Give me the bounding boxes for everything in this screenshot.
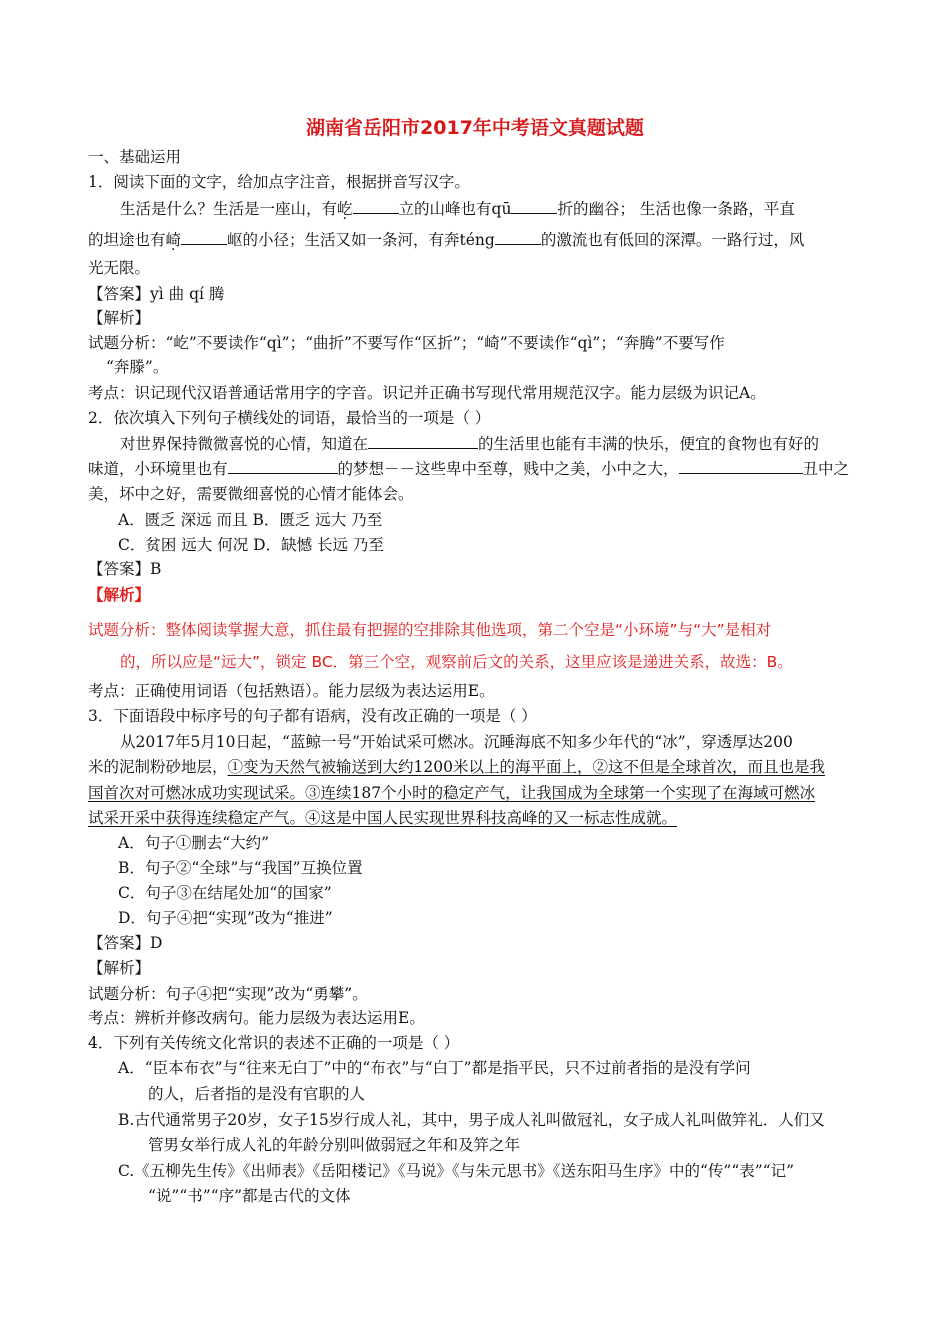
q2-text-2a: 味道，小环境里也有 [88, 460, 228, 478]
q1-passage-line2 [88, 229, 804, 251]
q1-text-2d: 的激流也有低回的深潭。一路行过，风 [540, 231, 805, 249]
q2-passage-line2 [88, 458, 849, 480]
q1-dotted-char-2: 崎 [165, 231, 182, 249]
q3-option-b: B．句子②“全球”与“我国”互换位置 [118, 859, 363, 877]
q1-point: 考点：识记现代汉语普通话常用字的字音。识记并正确书写现代常用规范汉字。能力层级为识记A。 [88, 384, 766, 402]
q3-analysis-heading: 【解析】 [88, 959, 151, 977]
q1-blank-3[interactable] [181, 229, 227, 245]
q3-passage-line3: 国首次对可燃冰成功实现试采。③连续187个小时的稳定产气，让我国成为全球第一个实现了在海域可燃冰 [88, 784, 816, 802]
q3-passage-line1: 从2017年5月10日起，“蓝鲸一号”开始试采可燃冰。沉睡海底不知多少年代的“冰”，穿透厚达200 [120, 733, 793, 751]
q2-text-1b: 的生活里也能有丰满的快乐，便宜的食物也有好的 [478, 435, 820, 453]
q2-stem: 2．依次填入下列句子横线处的词语，最恰当的一项是（ ） [88, 409, 491, 427]
q1-analysis-line1: 试题分析：“屹”不要读作“qì”；“曲折”不要写作“区折”；“崎”不要读作“qì”；“奔腾”不要写作 [88, 334, 725, 352]
q2-passage-line1 [120, 433, 819, 455]
q3-underlined-2b: ①变为天然气被输送到大约1200米以上的海平面上，②这不但是全球首次，而且也是我 [227, 758, 825, 776]
q4-option-c-line1: C.《五柳先生传》《出师表》《岳阳楼记》《马说》《与朱元思书》《送东阳马生序》中的“传”“表”“记” [118, 1162, 795, 1180]
q3-passage-line2 [88, 756, 825, 778]
q2-options-ab: A．匮乏 深远 而且 B．匮乏 远大 乃至 [118, 511, 383, 529]
q2-blank-1[interactable] [368, 433, 478, 449]
page-title: 湖南省岳阳市2017年中考语文真题试题 [306, 117, 644, 139]
q2-text-1a: 对世界保持微微喜悦的心情，知道在 [120, 435, 369, 453]
q3-analysis-line1: 试题分析：句子④把“实现”改为“勇攀”。 [88, 985, 368, 1003]
q2-blank-3[interactable] [679, 458, 803, 474]
q3-option-a: A．句子①删去“大约” [118, 834, 270, 852]
q1-blank-1[interactable] [353, 198, 399, 214]
q1-text-1a: 生活是什么？生活是一座山，有 [120, 200, 338, 218]
q1-text-2a: 的坦途也有 [88, 231, 166, 249]
q2-analysis-line1: 试题分析：整体阅读掌握大意，抓住最有把握的空排除其他选项，第二个空是“小环境”与“大”是相对 [88, 621, 772, 639]
q1-dotted-char-1: 屹 [337, 200, 353, 218]
q1-passage-line1 [120, 198, 795, 220]
q4-stem: 4．下列有关传统文化常识的表述不正确的一项是（ ） [88, 1034, 460, 1052]
q1-analysis-heading: 【解析】 [88, 309, 151, 327]
q2-answer: 【答案】B [88, 560, 162, 578]
q3-text-2a: 米的泥制粉砂地层， [88, 758, 228, 776]
q1-text-1c: 立的山峰也有qū [398, 200, 512, 218]
q4-option-c-line2: “说”“书”“序”都是古代的文体 [148, 1187, 351, 1205]
q1-blank-2[interactable] [511, 198, 557, 214]
q2-text-2b: 的梦想－－这些卑中至尊，贱中之美，小中之大， [337, 460, 679, 478]
q3-option-d: D．句子④把“实现”改为“推进” [118, 909, 333, 927]
q2-options-cd: C．贫困 远大 何况 D．缺憾 长远 乃至 [118, 536, 384, 554]
q1-blank-4[interactable] [495, 229, 541, 245]
q1-stem: 1．阅读下面的文字，给加点字注音，根据拼音写汉字。 [88, 173, 470, 191]
q2-analysis-line2: 的，所以应是“远大”，锁定 BC．第三个空，观察前后文的关系，这里应该是递进关系，故选：B。 [120, 653, 793, 671]
q2-analysis-heading: 【解析】 [88, 586, 151, 604]
q4-option-a-line2: 的人，后者指的是没有官职的人 [148, 1085, 366, 1103]
q3-stem: 3．下面语段中标序号的句子都有语病，没有改正确的一项是（ ） [88, 707, 537, 725]
q1-text-1d: 折的幽谷； 生活也像一条路，平直 [557, 200, 795, 218]
q2-point: 考点：正确使用词语（包括熟语）。能力层级为表达运用E。 [88, 682, 495, 700]
q2-passage-line3: 美，坏中之好，需要微细喜悦的心情才能体会。 [88, 485, 414, 503]
q3-answer: 【答案】D [88, 934, 163, 952]
q1-answer: 【答案】yì 曲 qí 腾 [88, 285, 225, 303]
q2-blank-2[interactable] [228, 458, 338, 474]
q3-passage-line4: 试采开采中获得连续稳定产气。④这是中国人民实现世界科技高峰的又一标志性成就。 [88, 809, 678, 827]
q4-option-a-line1: A．“臣本布衣”与“往来无白丁”中的“布衣”与“白丁”都是指平民，只不过前者指的是没有学问 [118, 1059, 751, 1077]
q1-text-2c: 岖的小径；生活又如一条河，有奔téng [227, 231, 495, 249]
q4-option-b-line1: B.古代通常男子20岁，女子15岁行成人礼，其中，男子成人礼叫做冠礼，女子成人礼叫做笄礼．人们又 [118, 1111, 825, 1129]
q3-point: 考点：辨析并修改病句。能力层级为表达运用E。 [88, 1009, 425, 1027]
q3-option-c: C．句子③在结尾处加“的国家” [118, 884, 332, 902]
q4-option-b-line2: 管男女举行成人礼的年龄分别叫做弱冠之年和及笄之年 [148, 1136, 521, 1154]
section-heading: 一、基础运用 [88, 148, 182, 166]
q1-analysis-line2: “奔滕”。 [106, 358, 169, 376]
q2-text-2c: 丑中之 [802, 460, 850, 478]
q1-passage-line3: 光无限。 [88, 259, 151, 277]
